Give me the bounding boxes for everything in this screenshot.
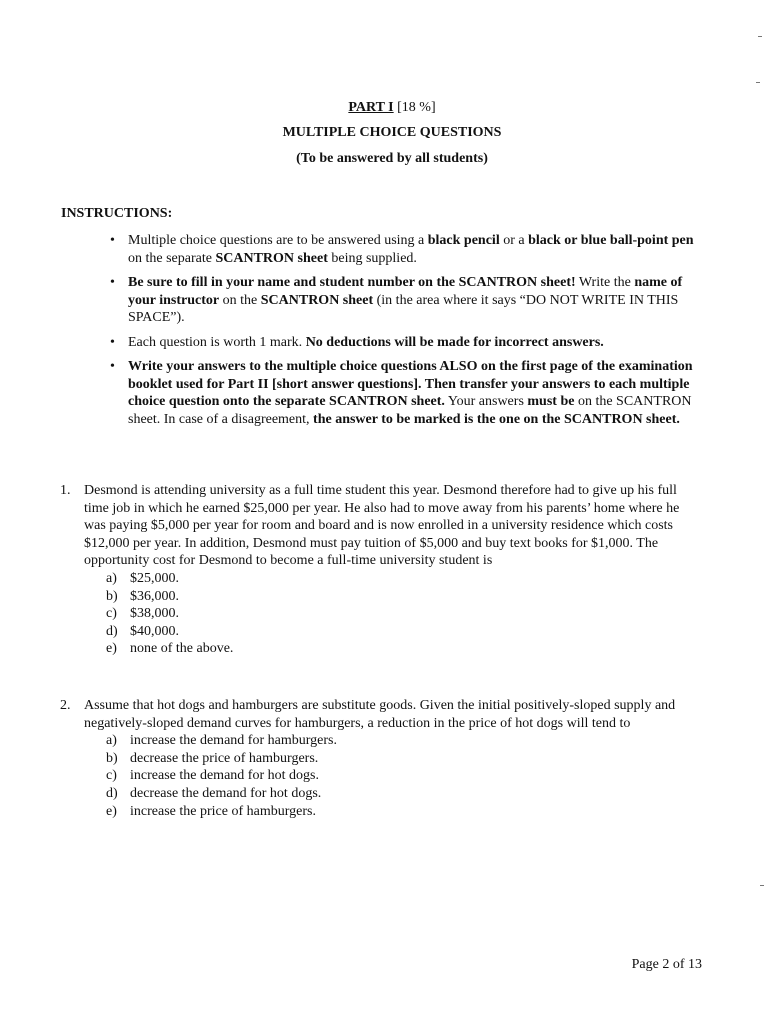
instruction-bullet	[110, 274, 700, 327]
question-number: 1.	[60, 483, 71, 498]
question-1	[60, 482, 700, 658]
instruction-text: black or blue ball-point pen	[528, 233, 694, 248]
option-item	[106, 767, 700, 785]
instruction-text: Write the	[575, 275, 635, 290]
page-number: Page 2 of 13	[631, 957, 702, 972]
option-text: none of the above.	[130, 641, 234, 657]
audience-note: (To be answered by all students)	[296, 151, 488, 166]
instruction-text: Your answers	[444, 394, 528, 409]
option-letter: d)	[106, 785, 118, 801]
question-text: Assume that hot dogs and hamburgers are substitute goods. Given the initial positively-sloped supply and negatively-sloped demand curves for hamburgers, a reduction in the price of hot dogs will tend to	[84, 698, 676, 731]
option-text: decrease the price of hamburgers.	[130, 750, 319, 766]
instruction-text: on the	[219, 292, 261, 308]
option-text: increase the demand for hamburgers.	[130, 733, 337, 749]
question-text: Desmond is attending university as a full time student this year. Desmond therefore had to give up his full time job in which he earned $25,000 per year. He also had to move away from his parents’ home where he was paying $5,000 per year for room and board and is now enrolled in a university residence which costs $12,000 per year. In addition, Desmond must pay tuition of $5,000 and buy text books for $1,000. The opportunity cost for Desmond to become a full-time university student is	[84, 483, 680, 569]
option-text: $36,000.	[130, 588, 179, 604]
part-label: PART I	[348, 100, 394, 115]
option-letter: e)	[106, 803, 117, 819]
instruction-text: must be	[527, 394, 575, 409]
option-letter: c)	[106, 606, 117, 622]
instruction-text: No deductions will be made for incorrect answers.	[305, 334, 604, 350]
option-item	[106, 785, 700, 803]
part-weight: [18 %]	[393, 100, 436, 115]
option-item	[106, 732, 700, 750]
scan-speck	[756, 82, 760, 83]
option-text: $38,000.	[130, 606, 179, 622]
answer-options	[106, 732, 700, 820]
instruction-text: Each question is worth 1 mark.	[128, 334, 306, 350]
option-text: $40,000.	[130, 623, 179, 639]
option-item	[106, 640, 700, 658]
instruction-text: name of your instructor	[128, 275, 683, 308]
instruction-text: or a	[499, 233, 529, 248]
instructions-title: INSTRUCTIONS:	[61, 206, 173, 221]
option-letter: c)	[106, 768, 117, 784]
option-item	[106, 605, 700, 623]
option-item	[106, 750, 700, 768]
option-text: increase the demand for hot dogs.	[130, 768, 319, 784]
instruction-bullet	[110, 232, 700, 267]
option-letter: b)	[106, 750, 118, 766]
option-letter: d)	[106, 623, 118, 639]
instruction-bullet	[110, 358, 700, 428]
option-letter: a)	[106, 570, 117, 586]
instruction-text: Be sure to fill in your name and student number on the SCANTRON sheet!	[128, 275, 576, 290]
option-item	[106, 803, 700, 821]
option-letter: a)	[106, 733, 117, 749]
question-number: 2.	[60, 698, 71, 713]
part-heading	[0, 100, 784, 116]
option-item	[106, 588, 700, 606]
instruction-text: SCANTRON sheet	[260, 292, 374, 308]
instructions-list	[110, 232, 700, 435]
instruction-text: Write your answers to the multiple choice questions ALSO on the first page of the examination booklet used for Part II [short answer questions]. Then transfer your answers to each multiple choice question onto the separate SCANTRON sheet.	[128, 359, 693, 409]
section-title: MULTIPLE CHOICE QUESTIONS	[282, 125, 502, 140]
answer-options	[106, 570, 700, 658]
scan-speck	[760, 885, 764, 886]
instruction-text: the answer to be marked is the one on the SCANTRON sheet.	[313, 411, 680, 427]
instruction-text: Multiple choice questions are to be answered using a	[128, 233, 428, 248]
scan-speck	[758, 36, 762, 37]
instruction-text: black pencil	[427, 233, 500, 248]
instruction-text: on the separate	[128, 250, 216, 266]
instruction-text: on the SCANTRON sheet. In case of a disagreement,	[128, 394, 692, 427]
option-text: increase the price of hamburgers.	[130, 803, 316, 819]
option-item	[106, 623, 700, 641]
question-2	[60, 697, 700, 820]
option-text: decrease the demand for hot dogs.	[130, 785, 322, 801]
option-text: $25,000.	[130, 570, 179, 586]
option-letter: b)	[106, 588, 118, 604]
instruction-text: being supplied.	[327, 250, 417, 266]
option-item	[106, 570, 700, 588]
option-letter: e)	[106, 641, 117, 657]
instruction-bullet	[110, 334, 700, 352]
instruction-text: (in the area where it says “DO NOT WRITE IN THIS SPACE”).	[128, 292, 679, 325]
instruction-text: SCANTRON sheet	[215, 250, 328, 266]
